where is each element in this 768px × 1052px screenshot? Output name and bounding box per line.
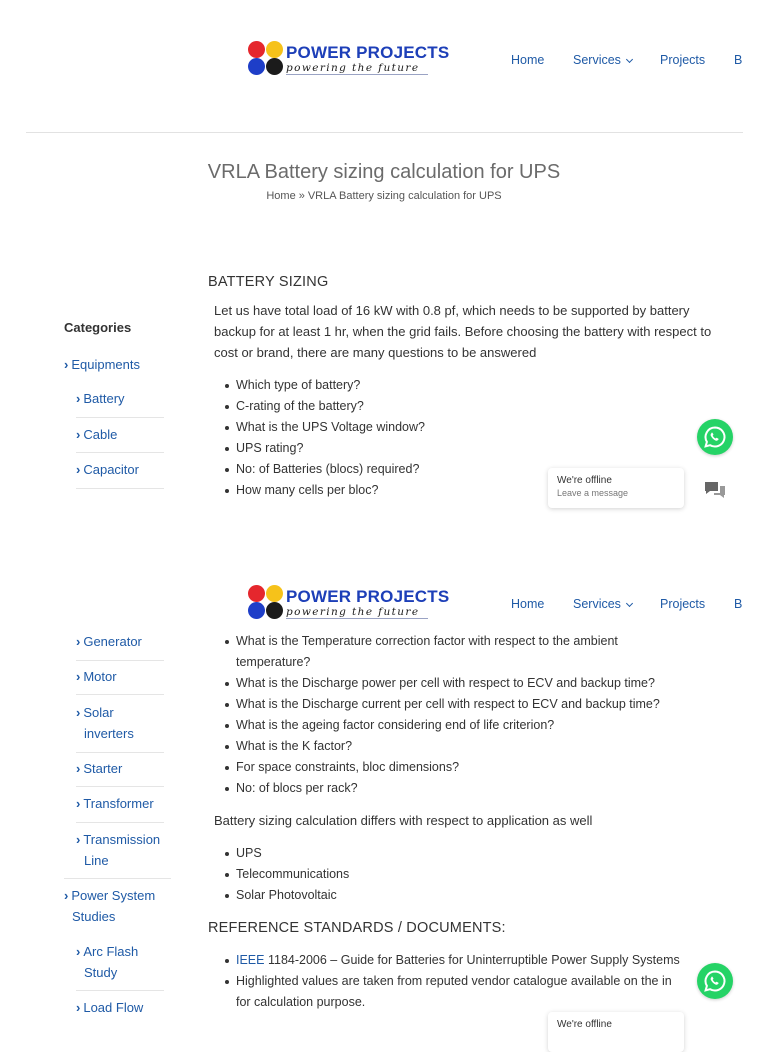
logo-dot-black: [266, 602, 283, 619]
site-logo[interactable]: [248, 40, 450, 80]
list-item: [236, 950, 706, 971]
list-item: UPS rating?: [236, 438, 706, 459]
sidebar-item-label: Transformer: [83, 796, 154, 811]
section-heading-battery-sizing: BATTERY SIZING: [208, 274, 329, 290]
list-item: C-rating of the battery?: [236, 396, 706, 417]
intro-line: cost or brand, there are many questions to be answered: [214, 345, 537, 360]
list-item: Solar Photovoltaic: [236, 885, 706, 906]
reference-text: 1184-2006 – Guide for Batteries for Uninterruptible Power Supply Systems: [264, 953, 680, 967]
sidebar-item-label: Power System: [71, 888, 156, 903]
chevron-right-icon: ›: [64, 888, 69, 903]
sidebar-item-equipments[interactable]: [64, 354, 140, 375]
header-divider: [26, 132, 743, 133]
offline-chat-bubble[interactable]: [548, 468, 684, 508]
sidebar-divider: [76, 786, 164, 787]
chevron-right-icon: ›: [76, 427, 81, 442]
intro-line: Let us have total load of 16 kW with 0.8 pf, which needs to be supported by battery: [214, 303, 690, 318]
logo-underline: [286, 74, 428, 75]
sidebar-item-label: Capacitor: [83, 462, 139, 477]
sidebar-item-solar-inverters[interactable]: [76, 702, 134, 744]
sidebar-item-arc-flash-study[interactable]: [76, 941, 138, 983]
list-item: For space constraints, bloc dimensions?: [236, 757, 706, 778]
sidebar-item-label: Load Flow: [83, 1000, 144, 1015]
logo-dot-blue: [248, 602, 265, 619]
chevron-right-icon: ›: [76, 1000, 81, 1015]
chevron-right-icon: ›: [76, 705, 81, 720]
questions-list-continued: [236, 631, 706, 799]
logo-brand-name: POWER PROJECTS: [286, 587, 450, 606]
logo-mark: [248, 40, 284, 76]
sidebar-divider: [76, 822, 164, 823]
sidebar-item-load-flow[interactable]: [76, 997, 143, 1018]
logo-underline: [286, 618, 428, 619]
nav-home[interactable]: Home: [511, 53, 545, 67]
breadcrumb-separator: »: [298, 190, 305, 202]
sidebar-item-transmission-line[interactable]: [76, 829, 160, 871]
sidebar-divider: [76, 417, 164, 418]
sidebar-item-label: Battery: [83, 391, 125, 406]
sticky-header: [0, 576, 768, 632]
sidebar-item-battery[interactable]: [76, 388, 125, 409]
sidebar-item-motor[interactable]: [76, 666, 117, 687]
sidebar-divider: [76, 660, 164, 661]
site-header: [0, 32, 768, 88]
breadcrumb: [0, 190, 768, 202]
chevron-right-icon: ›: [76, 761, 81, 776]
sidebar-item-label: Motor: [83, 669, 117, 684]
chevron-right-icon: ›: [76, 832, 81, 847]
logo-tagline: powering the future: [286, 62, 420, 74]
whatsapp-chat-button[interactable]: [697, 963, 733, 999]
chevron-right-icon: ›: [76, 462, 81, 477]
logo-dot-black: [266, 58, 283, 75]
sidebar-item-label: Arc Flash: [83, 944, 139, 959]
sidebar-divider: [64, 878, 171, 879]
sidebar-item-label: Starter: [83, 761, 123, 776]
chat-bubbles-icon[interactable]: [703, 480, 727, 505]
nav-services-label: Services: [573, 597, 621, 611]
list-item: [236, 631, 706, 673]
sidebar-title: Categories: [64, 320, 132, 335]
list-item: What is the K factor?: [236, 736, 706, 757]
sidebar-item-label-line2: Line: [84, 853, 109, 868]
chat-prompt: Leave a message: [557, 488, 629, 498]
logo-dot-yellow: [266, 41, 283, 58]
nav-services-label: Services: [573, 53, 621, 67]
chat-status: We're offline: [557, 475, 612, 486]
logo-tagline: powering the future: [286, 606, 420, 618]
list-item: UPS: [236, 843, 706, 864]
chevron-right-icon: ›: [76, 391, 81, 406]
application-intro: Battery sizing calculation differs with respect to application as well: [214, 813, 593, 828]
list-item: [236, 971, 706, 1013]
sidebar-divider: [76, 694, 164, 695]
sidebar-item-label: Solar: [83, 705, 114, 720]
chevron-right-icon: ›: [76, 669, 81, 684]
logo-dot-yellow: [266, 585, 283, 602]
sidebar-item-label-line2: Study: [84, 965, 118, 980]
sidebar-item-label: Transmission: [83, 832, 161, 847]
nav-projects[interactable]: Projects: [660, 597, 706, 611]
chevron-right-icon: ›: [76, 634, 81, 649]
logo-dot-red: [248, 41, 265, 58]
site-logo[interactable]: [248, 584, 450, 624]
sidebar-item-generator[interactable]: [76, 631, 142, 652]
intro-line: backup for at least 1 hr, when the grid fails. Before choosing the battery with respect to: [214, 324, 712, 339]
chevron-down-icon: [626, 600, 633, 607]
chat-status: We're offline: [557, 1019, 612, 1030]
section-heading-reference-standards: REFERENCE STANDARDS / DOCUMENTS:: [208, 920, 506, 936]
sidebar-item-power-system-studies[interactable]: [64, 885, 155, 927]
sidebar-item-label-line2: inverters: [84, 726, 134, 741]
sidebar-item-label-line2: Studies: [72, 909, 116, 924]
list-item-line: temperature?: [236, 655, 311, 669]
list-item: Telecommunications: [236, 864, 706, 885]
sidebar-item-label: Generator: [83, 634, 142, 649]
sidebar-item-capacitor[interactable]: [76, 459, 139, 480]
list-item: How many cells per bloc?: [236, 480, 706, 501]
list-item-line: What is the Temperature correction factor with respect to the ambient: [236, 634, 618, 648]
list-item: What is the Discharge current per cell with respect to ECV and backup time?: [236, 694, 706, 715]
list-item: Which type of battery?: [236, 375, 706, 396]
sidebar-divider: [76, 990, 164, 991]
chevron-down-icon: [626, 56, 633, 63]
nav-services[interactable]: [573, 597, 632, 611]
page-title: VRLA Battery sizing calculation for UPS: [207, 161, 561, 183]
references-list: [236, 950, 706, 1013]
intro-paragraph: [214, 300, 734, 363]
ieee-link[interactable]: IEEE: [236, 953, 265, 967]
list-item: What is the Discharge power per cell with respect to ECV and backup time?: [236, 673, 706, 694]
whatsapp-icon: [703, 425, 727, 449]
sidebar-divider: [76, 452, 164, 453]
offline-chat-bubble[interactable]: [548, 1012, 684, 1052]
list-item: What is the ageing factor considering end of life criterion?: [236, 715, 706, 736]
nav-services[interactable]: [573, 53, 632, 67]
list-item-line: Highlighted values are taken from reputed vendor catalogue available on the in: [236, 974, 672, 988]
whatsapp-chat-button[interactable]: [697, 419, 733, 455]
nav-truncated-item[interactable]: B: [734, 597, 743, 611]
sidebar-item-label: Cable: [83, 427, 118, 442]
logo-dot-blue: [248, 58, 265, 75]
sidebar-item-label: Equipments: [71, 357, 140, 372]
chevron-right-icon: ›: [64, 357, 69, 372]
logo-mark: [248, 584, 284, 620]
list-item: What is the UPS Voltage window?: [236, 417, 706, 438]
sidebar-divider: [76, 488, 164, 489]
sidebar-item-transformer[interactable]: [76, 793, 154, 814]
breadcrumb-home-link[interactable]: Home: [266, 190, 296, 202]
sidebar-item-starter[interactable]: [76, 758, 122, 779]
nav-truncated-item[interactable]: B: [734, 53, 743, 67]
chevron-right-icon: ›: [76, 944, 81, 959]
list-item: No: of blocs per rack?: [236, 778, 706, 799]
list-item-line: for calculation purpose.: [236, 995, 366, 1009]
message-icon: [703, 480, 727, 500]
logo-dot-red: [248, 585, 265, 602]
sidebar-item-cable[interactable]: [76, 424, 117, 445]
applications-list: [236, 843, 706, 906]
logo-brand-name: POWER PROJECTS: [286, 43, 450, 62]
nav-projects[interactable]: Projects: [660, 53, 706, 67]
sidebar-divider: [76, 752, 164, 753]
list-item: No: of Batteries (blocs) required?: [236, 459, 706, 480]
whatsapp-icon: [703, 969, 727, 993]
breadcrumb-current: VRLA Battery sizing calculation for UPS: [307, 190, 502, 202]
nav-home[interactable]: Home: [511, 597, 545, 611]
chevron-right-icon: ›: [76, 796, 81, 811]
